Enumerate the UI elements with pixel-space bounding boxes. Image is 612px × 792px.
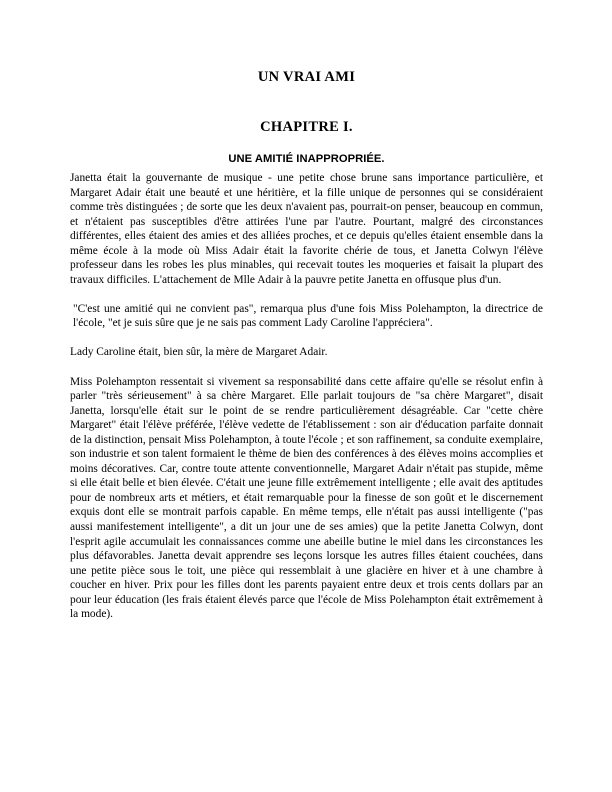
paragraph: Miss Polehampton ressentait si vivement sa responsabilité dans cette affaire qu'elle se résolut enfin à parler "très sérieusement" à sa chère Margaret. Elle parlait toujours de "sa chère Margaret", disait Janetta, lorsqu'elle était sur le point de se rendre particulièrement désagréable. Car "cette chère Margaret" était l'élève préférée, l'élève vedette de l'établissement : son air d'éducation parfaite donnait de la distinction, pensait Miss Polehampton, à toute l'école ; et son raffinement, sa conduite exemplaire, son industrie et son talent formaient le thème de bien des conférences à des élèves moins accomplies et moins décoratives. Car, contre toute attente conventionnelle, Margaret Adair n'était pas stupide, même si elle était belle et bien élevée. C'était une jeune fille extrêmement intelligente ; elle avait des aptitudes pour de nombreux arts et métiers, et était remarquable pour la finesse de son goût et le discernement exquis dont elle se montrait parfois capable. En même temps, elle n'était pas aussi intelligente ("pas aussi manifestement intelligente", a dit un jour une de ses amies) que la petite Janetta Colwyn, dont l'esprit agile accumulait les connaissances comme une abeille butine le miel dans les circonstances les plus défavorables. Janetta devait apprendre ses leçons lorsque les autres filles étaient couchées, dans une petite pièce sous le toit, une pièce qui ressemblait à une glacière en hiver et à une chambre à coucher en hiver. Prix pour les filles dont les parents payaient entre deux et trois cents dollars par an pour leur éducation (les frais étaient élevés parce que l'école de Miss Polehampton était extrêmement à la mode). xyxy=(70,375,543,621)
page-content xyxy=(70,0,543,622)
body-text xyxy=(70,171,543,622)
chapter-heading: CHAPITRE I. xyxy=(260,119,353,135)
paragraph: Janetta était la gouvernante de musique - une petite chose brune sans importance particulière, et Margaret Adair était une beauté et une héritière, et la fille unique de personnes qui se considéraient comme très distinguées ; de sorte que les deux n'avaient pas, pourrait-on penser, beaucoup en commun, et n'étaient pas susceptibles d'être attirées l'une par l'autre. Pourtant, malgré des circonstances différentes, elles étaient des amies et des alliées proches, et ce depuis qu'elles étaient ensemble dans la même école à la mode où Miss Adair était la favorite chérie de tous, et Janetta Colwyn l'élève professeur dans les robes les plus minables, qui recevait toutes les moqueries et faisait la plupart des travaux difficiles. L'attachement de Mlle Adair à la pauvre petite Janetta en offusque plus d'un. xyxy=(70,172,543,286)
paragraph: "C'est une amitié qui ne convient pas", remarqua plus d'une fois Miss Polehampton, la directrice de l'école, "et je suis sûre que je ne sais pas comment Lady Caroline l'appréciera". xyxy=(73,302,543,330)
paragraph: Lady Caroline était, bien sûr, la mère de Margaret Adair. xyxy=(70,346,328,359)
section-subtitle: UNE AMITIÉ INAPPROPRIÉE. xyxy=(228,153,385,165)
page-title: UN VRAI AMI xyxy=(257,69,356,85)
